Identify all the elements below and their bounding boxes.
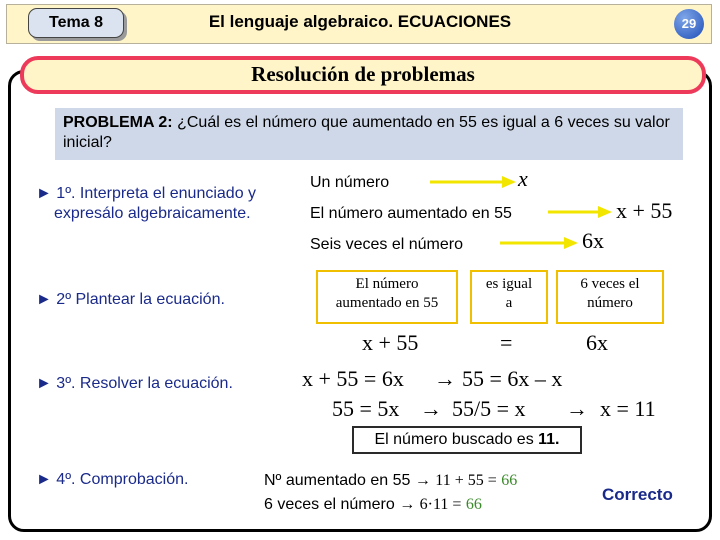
step-3 (36, 374, 233, 394)
arrow-icon (548, 206, 612, 218)
check-line2-calc: 6·11 = (419, 496, 462, 513)
check-line2-text: 6 veces el número (264, 496, 395, 513)
equation-box-3-line2: número (587, 295, 633, 311)
step-4 (36, 470, 188, 490)
problem-label: PROBLEMA 2: (63, 114, 173, 131)
step-1-line2: expresálo algebraicamente. (54, 205, 251, 222)
arrow-icon (500, 237, 578, 249)
check-line1-calc: 11 + 55 = (435, 472, 497, 489)
solve-line2-c: x = 11 (600, 396, 656, 421)
equation-box-1-line1: El número (355, 276, 419, 292)
bullet-icon: ► (36, 471, 52, 488)
interpret-phrase-3: Seis veces el número (310, 236, 463, 253)
equation-box-2 (470, 270, 548, 324)
topic-badge: Tema 8 (28, 8, 124, 38)
problem-statement (55, 108, 683, 160)
arrow-icon (430, 176, 516, 188)
equation-box-1-line2: aumentado en 55 (335, 295, 439, 311)
equation-term-2: = (500, 330, 513, 355)
step-4-line1: 4º. Comprobación. (56, 471, 189, 488)
step-2 (36, 290, 225, 310)
interpret-expr-3: 6x (582, 228, 604, 253)
arrow-icon: → (399, 496, 416, 513)
result-value: 11. (538, 431, 560, 448)
equation-box-1 (316, 270, 458, 324)
equation-box-3 (556, 270, 664, 324)
bullet-icon: ► (36, 375, 52, 392)
step-2-line1: 2º Plantear la ecuación. (56, 291, 225, 308)
check-line-1 (264, 472, 517, 490)
check-line1-text: Nº aumentado en 55 (264, 472, 411, 489)
arrow-icon: → (566, 396, 588, 421)
check-line2-value: 66 (465, 496, 482, 513)
solve-line1-a: x + 55 = 6x (302, 366, 404, 391)
interpret-expr-2: x + 55 (616, 198, 673, 223)
step-1-line1: 1º. Interpreta el enunciado y (56, 185, 257, 202)
step-3-line1: 3º. Resolver la ecuación. (56, 375, 233, 392)
interpret-expr-1: x (518, 166, 528, 191)
arrow-icon: → (434, 366, 456, 391)
page-number-badge: 29 (674, 9, 704, 39)
solve-line2-b: 55/5 = x (452, 396, 526, 421)
result-prefix: El número buscado es (374, 431, 534, 448)
equation-term-1: x + 55 (362, 330, 419, 355)
solve-line1-b: 55 = 6x – x (462, 366, 563, 391)
equation-term-3: 6x (586, 330, 608, 355)
bullet-icon: ► (36, 291, 52, 308)
step-1 (36, 184, 296, 224)
equation-box-2-line1: es igual (485, 276, 533, 292)
equation-box-2-line2: a (505, 295, 513, 311)
check-line1-value: 66 (501, 472, 518, 489)
header-title: El lenguaje algebraico. ECUACIONES (208, 12, 512, 31)
equation-box-3-line1: 6 veces el (580, 276, 640, 292)
interpret-phrase-1: Un número (310, 174, 390, 191)
check-line-2 (264, 496, 482, 514)
arrow-icon: → (420, 396, 442, 421)
section-title: Resolución de problemas (251, 62, 475, 86)
solve-line2-a: 55 = 5x (332, 396, 400, 421)
bullet-icon: ► (36, 185, 52, 202)
result-box (352, 426, 582, 454)
verdict-label: Correcto (602, 485, 673, 504)
arrow-icon: → (414, 472, 431, 489)
interpret-phrase-2: El número aumentado en 55 (310, 205, 512, 222)
problem-text: ¿Cuál es el número que aumentado en 55 es igual a 6 veces su valor inicial? (63, 114, 670, 151)
